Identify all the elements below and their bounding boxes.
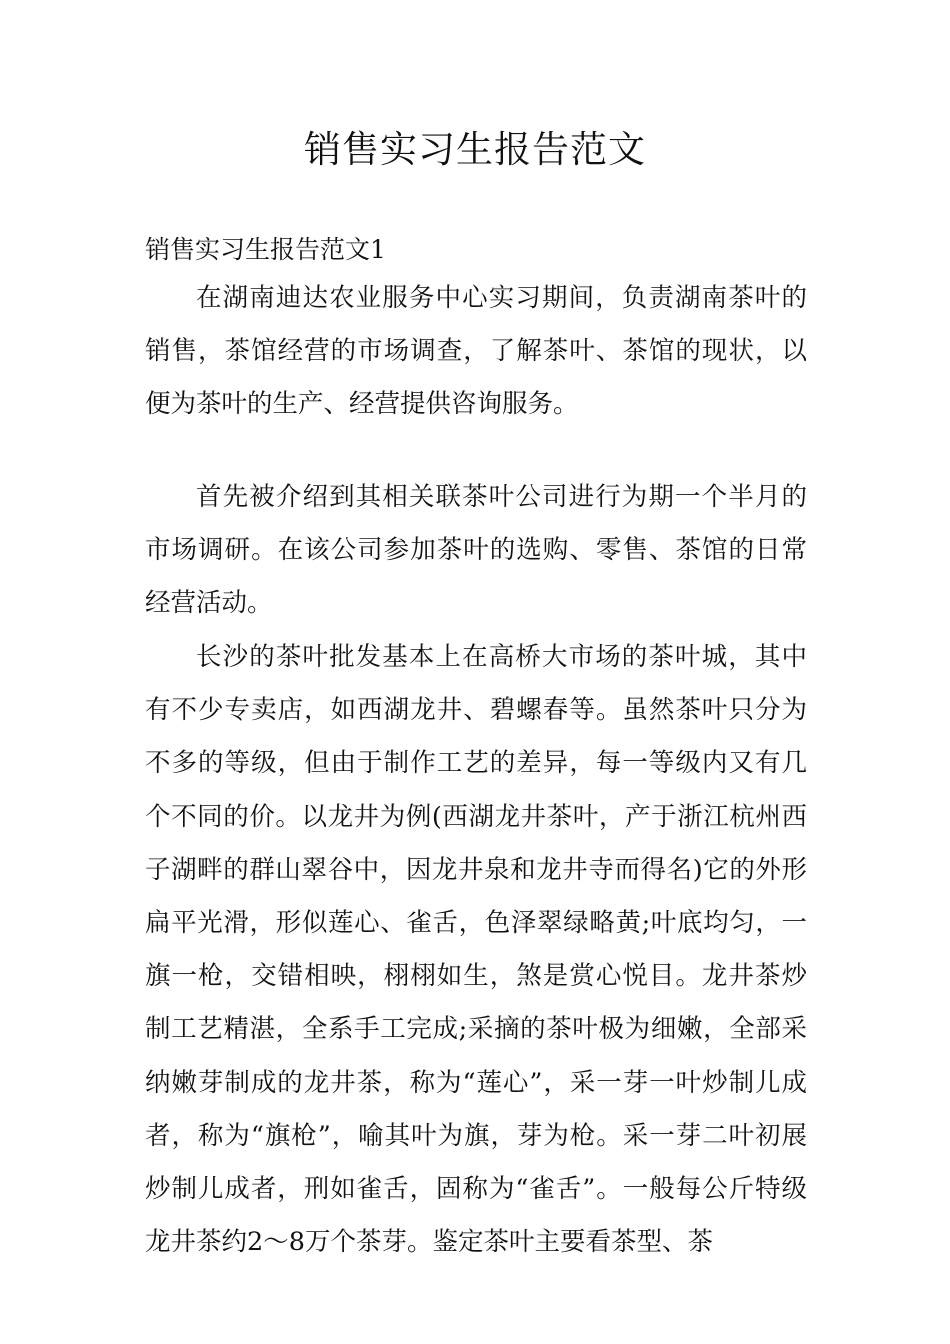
document-title: 销售实习生报告范文 — [304, 128, 646, 171]
section-heading: 销售实习生报告范文1 — [145, 235, 386, 264]
paragraph-3: 长沙的茶叶批发基本上在高桥大市场的茶叶城，其中有不少专卖店，如西湖龙井、碧螺春等。虽然茶叶只分为不多的等级，但由于制作工艺的差异，每一等级内又有几个不同的价。以龙井为例(西湖龙井茶叶，产于浙江杭州西子湖畔的群山翠谷中，因龙井泉和龙井寺而得名)它的外形扁平光滑，形似莲心、雀舌，色泽翠绿略黄;叶底均匀，一旗一枪，交错相映，栩栩如生，煞是赏心悦目。龙井茶炒制工艺精湛，全系手工完成;采摘的茶叶极为细嫩，全部采纳嫩芽制成的龙井茶，称为“莲心”，采一芽一叶炒制儿成者，称为“旗枪”，喻其叶为旗，芽为枪。采一芽二叶初展炒制儿成者，刑如雀舌，固称为“雀舌”。一般每公斤特级龙井茶约2～8万个茶芽。鉴定茶叶主要看茶型、茶 — [145, 642, 807, 1258]
paragraph-2: 首先被介绍到其相关联茶叶公司进行为期一个半月的市场调研。在该公司参加茶叶的选购、零售、茶馆的日常经营活动。 — [145, 482, 807, 619]
paragraph-1: 在湖南迪达农业服务中心实习期间，负责湖南茶叶的销售，茶馆经营的市场调查，了解茶叶、茶馆的现状，以便为茶叶的生产、经营提供咨询服务。 — [145, 283, 807, 420]
